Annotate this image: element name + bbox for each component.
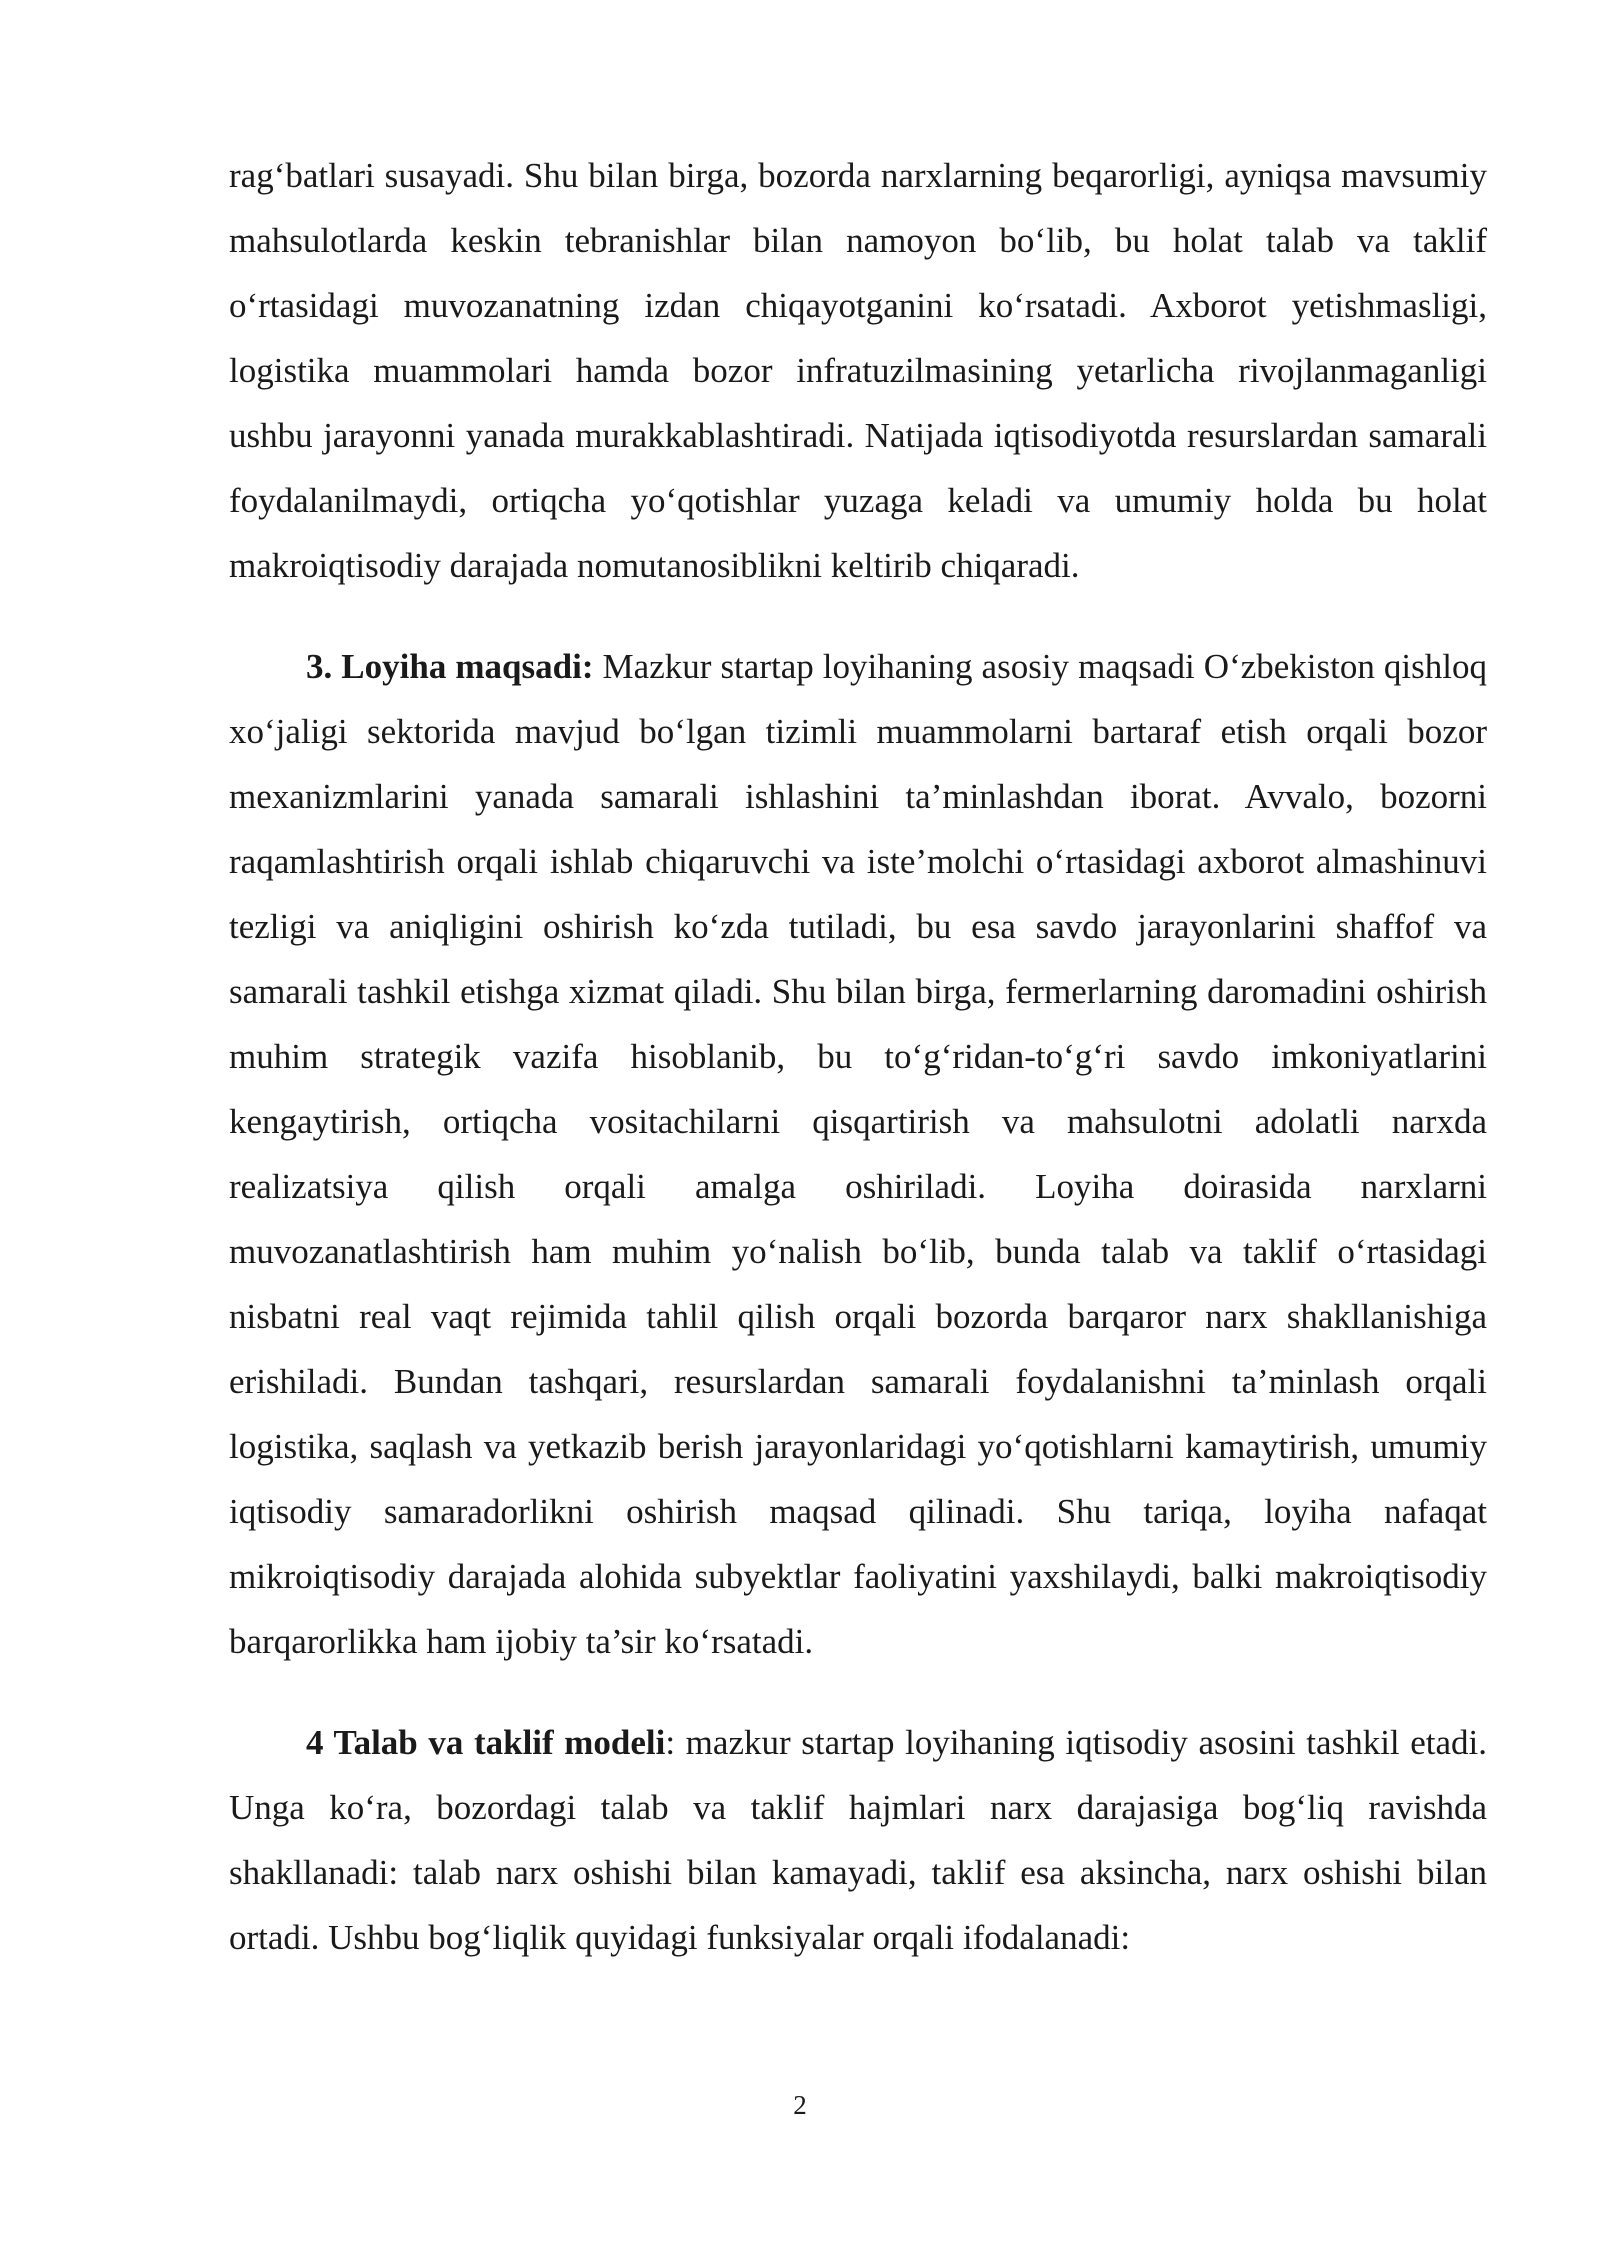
paragraph-text: Mazkur startap loyihaning asosiy maqsadi O‘zbekiston qishloq xo‘jaligi sektorida mavjud bo‘lgan tizimli muammolarni bartaraf etish orqali bozor mexanizmlarini yanada samarali ishlashini ta’minlashdan iborat. Avvalo, bozorni raqamlashtirish orqali ishlab chiqaruvchi va iste’molchi o‘rtasidagi axborot almashinuvi tezligi va aniqligini oshirish ko‘zda tutiladi, bu esa savdo jarayonlarini shaffof va samarali tashkil etishga xizmat qiladi. Shu bilan birga, fermerlarning daromadini oshirish muhim strategik vazifa hisoblanib, bu to‘g‘ridan-to‘g‘ri savdo imkoniyatlarini kengaytirish, ortiqcha vositachilarni qisqartirish va mahsulotni adolatli narxda realizatsiya qilish orqali amalga oshiriladi. Loyiha doirasida narxlarni muvozanatlashtirish ham muhim yo‘nalish bo‘lib, bunda talab va taklif o‘rtasidagi nisbatni real vaqt rejimida tahlil qilish orqali bozorda barqaror narx shakllanishiga erishiladi. Bundan tashqari, resurslardan samarali foydalanishni ta’minlash orqali logistika, saqlash va yetkazib berish jarayonlaridagi yo‘qotishlarni kamaytirish, umumiy iqtisodiy samaradorlikni oshirish maqsad qilinadi. Shu tariqa, loyiha nafaqat mikroiqtisodiy darajada alohida subyektlar faoliyatini yaxshilaydi, balki makroiqtisodiy barqarorlikka ham ijobiy ta’sir ko‘rsatadi.	[229, 647, 1487, 1661]
section-heading-project-goal: 3. Loyiha maqsadi:	[306, 647, 594, 686]
paragraph-continuation	[229, 143, 1487, 598]
paragraph-text: : mazkur startap loyihaning iqtisodiy asosini tashkil etadi. Unga ko‘ra, bozordagi talab va taklif hajmlari narx darajasiga bog‘liq ravishda shakllanadi: talab narx oshishi bilan kamayadi, taklif esa aksincha, narx oshishi bilan ortadi. Ushbu bog‘liqlik quyidagi funksiyalar orqali ifodalanadi:	[229, 1723, 1487, 1957]
paragraph-project-goal	[229, 634, 1487, 1674]
page-number: 2	[793, 2090, 807, 2120]
paragraph-text: rag‘batlari susayadi. Shu bilan birga, bozorda narxlarning beqarorligi, ayniqsa mavsumiy mahsulotlarda keskin tebranishlar bilan namoyon bo‘lib, bu holat talab va taklif o‘rtasidagi muvozanatning izdan chiqayotganini ko‘rsatadi. Axborot yetishmasligi, logistika muammolari hamda bozor infratuzilmasining yetarlicha rivojlanmaganligi ushbu jarayonni yanada murakkablashtiradi. Natijada iqtisodiyotda resurslardan samarali foydalanilmaydi, ortiqcha yo‘qotishlar yuzaga keladi va umumiy holda bu holat makroiqtisodiy darajada nomutanosiblikni keltirib chiqaradi.	[229, 156, 1487, 585]
section-heading-supply-demand-model: 4 Talab va taklif modeli	[306, 1723, 666, 1762]
page-body	[229, 143, 1487, 1970]
paragraph-supply-demand-model	[229, 1710, 1487, 1970]
